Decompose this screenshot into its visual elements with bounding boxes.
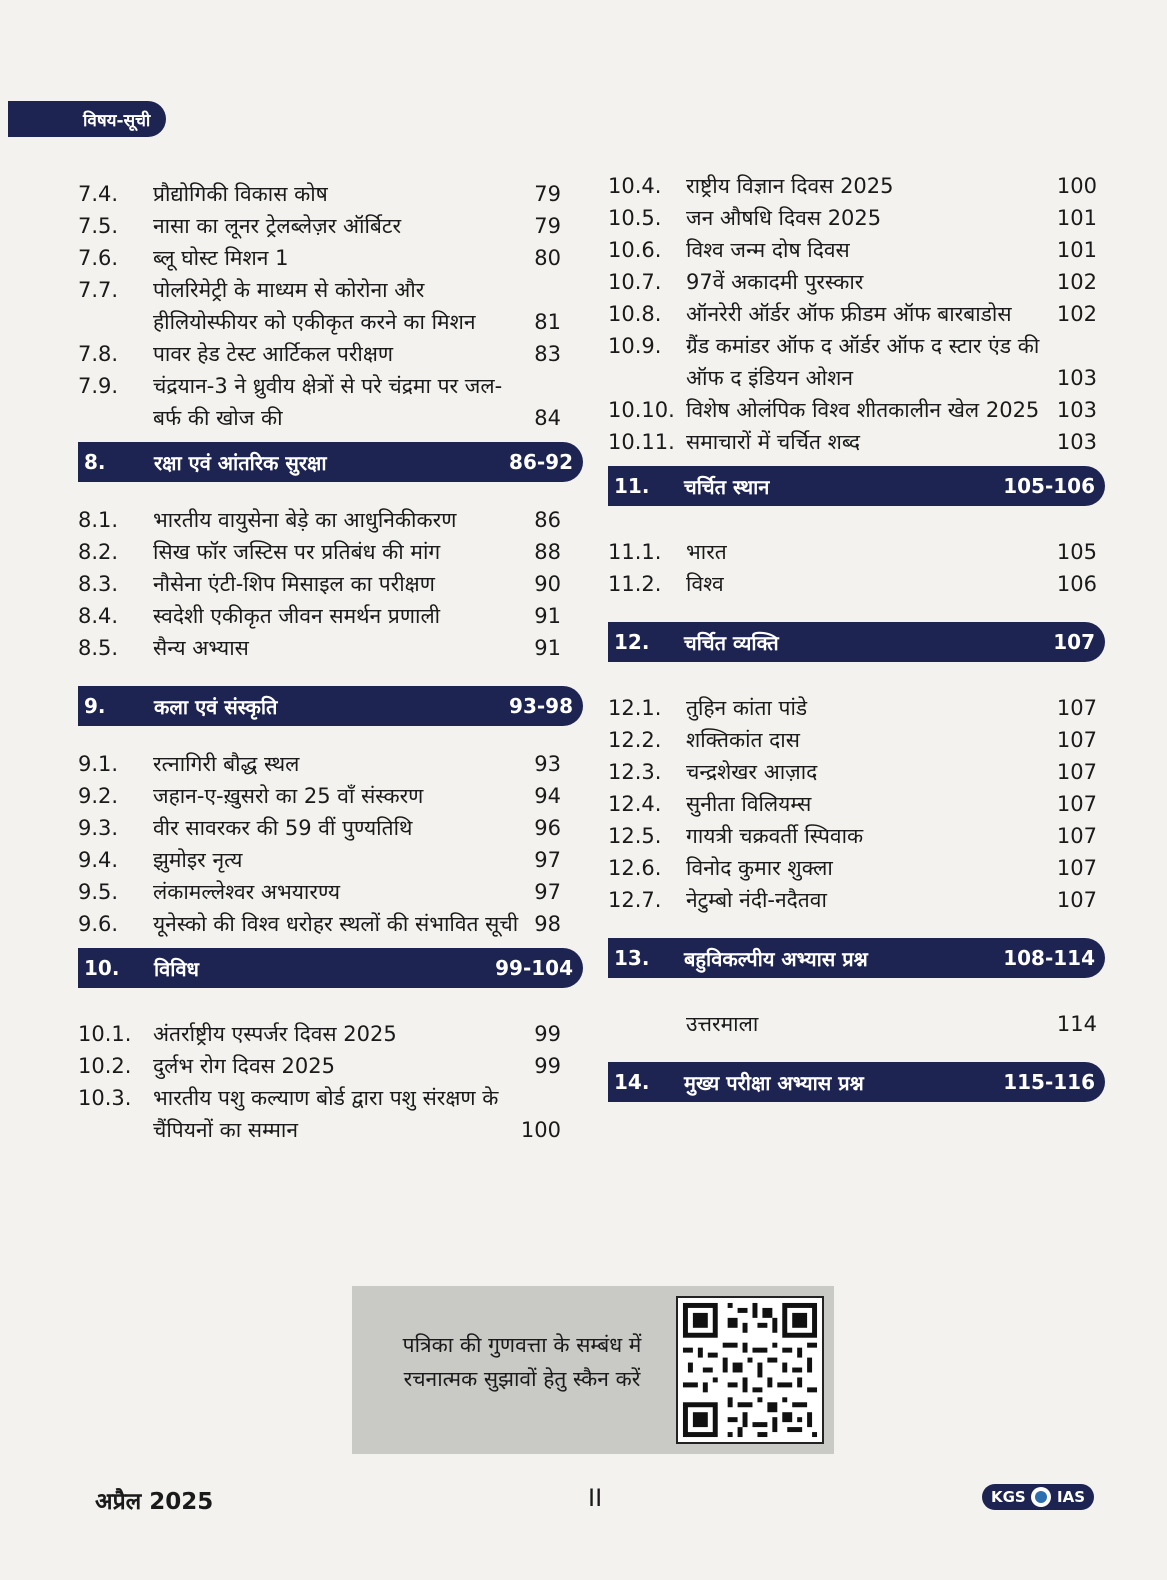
entry-number: 10.11. <box>608 430 675 454</box>
entry-page: 105 <box>1056 540 1097 564</box>
entry-page: 86 <box>534 508 561 532</box>
entry-title: विश्व जन्म दोष दिवस <box>686 238 850 262</box>
band-number: 14. <box>614 1070 650 1094</box>
toc-entry[interactable] <box>608 852 1105 884</box>
entry-page: 97 <box>534 880 561 904</box>
section-band-14[interactable] <box>608 1062 1105 1102</box>
band-number: 11. <box>614 474 650 498</box>
entry-title: समाचारों में चर्चित शब्द <box>686 430 861 454</box>
entry-number: 10.10. <box>608 398 675 422</box>
toc-entry[interactable] <box>78 536 583 568</box>
entry-title: भारत <box>686 540 727 564</box>
page-number: II <box>588 1484 603 1512</box>
entry-page: 93 <box>534 752 561 776</box>
toc-entry[interactable] <box>608 394 1105 426</box>
entry-number: 12.6. <box>608 856 662 880</box>
toc-list-10 <box>78 1018 583 1146</box>
band-range: 99-104 <box>495 956 573 980</box>
entry-page: 81 <box>534 310 561 334</box>
entry-number: 10.6. <box>608 238 662 262</box>
toc-entry[interactable] <box>78 908 583 940</box>
answer-key-entry[interactable] <box>608 1008 1105 1040</box>
entry-page: 107 <box>1056 856 1097 880</box>
entry-number: 9.2. <box>78 784 119 808</box>
band-title: कला एवं संस्कृति <box>154 694 278 719</box>
toc-entry[interactable] <box>608 298 1105 330</box>
toc-entry[interactable] <box>608 692 1105 724</box>
entry-title: ऑनरेरी ऑर्डर ऑफ फ्रीडम ऑफ बारबाडोस <box>686 302 1012 326</box>
entry-number: 10.1. <box>78 1022 132 1046</box>
entry-title: विनोद कुमार शुक्ला <box>686 856 833 880</box>
band-range: 86-92 <box>509 450 573 474</box>
entry-page: 90 <box>534 572 561 596</box>
entry-title: शक्तिकांत दास <box>686 728 800 752</box>
answer-key-page: 114 <box>1056 1012 1097 1036</box>
entry-title: लंकामल्लेश्वर अभयारण्य <box>153 880 341 904</box>
entry-number: 12.7. <box>608 888 662 912</box>
toc-entry[interactable] <box>608 756 1105 788</box>
toc-entry[interactable] <box>608 568 1105 600</box>
qr-note <box>382 1328 662 1396</box>
toc-entry[interactable] <box>78 780 583 812</box>
entry-page: 79 <box>534 182 561 206</box>
toc-entry[interactable] <box>608 266 1105 298</box>
band-title: चर्चित स्थान <box>684 474 770 499</box>
toc-entry[interactable] <box>78 338 583 370</box>
toc-entry[interactable] <box>78 210 583 242</box>
band-number: 12. <box>614 630 650 654</box>
entry-title: ग्रैंड कमांडर ऑफ द ऑर्डर ऑफ द स्टार एंड की ऑफ द इंडियन ओशन <box>686 334 1040 390</box>
band-title: चर्चित व्यक्ति <box>684 630 779 655</box>
toc-entry[interactable] <box>78 844 583 876</box>
entry-number: 8.3. <box>78 572 119 596</box>
entry-title: सैन्य अभ्यास <box>153 636 249 660</box>
entry-page: 106 <box>1056 572 1097 596</box>
band-title: विविध <box>154 956 199 981</box>
toc-entry[interactable] <box>78 632 583 664</box>
qr-code-icon[interactable] <box>676 1296 824 1444</box>
band-number: 9. <box>84 694 106 718</box>
entry-page: 107 <box>1056 824 1097 848</box>
toc-entry[interactable] <box>78 274 583 338</box>
entry-page: 98 <box>534 912 561 936</box>
toc-entry[interactable] <box>608 536 1105 568</box>
entry-number: 12.2. <box>608 728 662 752</box>
toc-entry[interactable] <box>608 330 1105 394</box>
band-range: 107 <box>1053 630 1095 654</box>
band-range: 115-116 <box>1003 1070 1095 1094</box>
entry-page: 103 <box>1056 430 1097 454</box>
entry-page: 101 <box>1056 238 1097 262</box>
qr-note-line-2: रचनात्मक सुझावों हेतु स्कैन करें <box>403 1367 641 1391</box>
globe-icon <box>1031 1487 1051 1507</box>
toc-list-10-cont <box>608 170 1105 458</box>
toc-entry[interactable] <box>78 748 583 780</box>
toc-entry[interactable] <box>608 170 1105 202</box>
entry-page: 91 <box>534 636 561 660</box>
entry-number: 10.7. <box>608 270 662 294</box>
entry-number: 9.6. <box>78 912 119 936</box>
entry-title: वीर सावरकर की 59 वीं पुण्यतिथि <box>153 816 413 840</box>
entry-number: 12.1. <box>608 696 662 720</box>
entry-title: झुमोइर नृत्य <box>153 848 243 872</box>
entry-number: 12.3. <box>608 760 662 784</box>
entry-title: जन औषधि दिवस 2025 <box>686 206 882 230</box>
entry-page: 84 <box>534 406 561 430</box>
entry-title: सुनीता विलियम्स <box>686 792 812 816</box>
entry-page: 103 <box>1056 366 1097 390</box>
entry-page: 107 <box>1056 760 1097 784</box>
toc-entry[interactable] <box>78 242 583 274</box>
toc-entry[interactable] <box>608 426 1105 458</box>
entry-number: 7.8. <box>78 342 119 366</box>
entry-page: 100 <box>1056 174 1097 198</box>
entry-title: दुर्लभ रोग दिवस 2025 <box>153 1054 335 1078</box>
entry-number: 7.7. <box>78 278 119 302</box>
entry-number: 8.2. <box>78 540 119 564</box>
section-band-8[interactable] <box>78 442 583 482</box>
entry-page: 96 <box>534 816 561 840</box>
toc-entry[interactable] <box>78 178 583 210</box>
toc-entry[interactable] <box>608 202 1105 234</box>
entry-title: रत्नागिरी बौद्ध स्थल <box>153 752 300 776</box>
band-range: 105-106 <box>1003 474 1095 498</box>
entry-title: स्वदेशी एकीकृत जीवन समर्थन प्रणाली <box>153 604 441 628</box>
entry-page: 100 <box>520 1118 561 1142</box>
entry-number: 9.4. <box>78 848 119 872</box>
toc-list-11 <box>608 536 1105 600</box>
entry-number: 7.6. <box>78 246 119 270</box>
entry-number: 12.4. <box>608 792 662 816</box>
entry-page: 83 <box>534 342 561 366</box>
entry-page: 80 <box>534 246 561 270</box>
entry-number: 8.1. <box>78 508 119 532</box>
entry-page: 79 <box>534 214 561 238</box>
entry-title: भारतीय पशु कल्याण बोर्ड द्वारा पशु संरक्षण के चैंपियनों का सम्मान <box>153 1086 499 1142</box>
entry-page: 99 <box>534 1022 561 1046</box>
band-title: रक्षा एवं आंतरिक सुरक्षा <box>154 450 327 475</box>
entry-page: 91 <box>534 604 561 628</box>
section-tag <box>8 101 166 137</box>
entry-page: 101 <box>1056 206 1097 230</box>
entry-number: 10.9. <box>608 334 662 358</box>
section-tag-label: विषय-सूची <box>83 110 151 131</box>
entry-page: 107 <box>1056 696 1097 720</box>
entry-page: 103 <box>1056 398 1097 422</box>
entry-title: पावर हेड टेस्ट आर्टिकल परीक्षण <box>153 342 394 366</box>
toc-entry[interactable] <box>608 820 1105 852</box>
entry-number: 10.3. <box>78 1086 132 1110</box>
entry-number: 9.1. <box>78 752 119 776</box>
entry-number: 10.4. <box>608 174 662 198</box>
toc-entry[interactable] <box>608 788 1105 820</box>
toc-entry[interactable] <box>78 568 583 600</box>
entry-title: नौसेना एंटी-शिप मिसाइल का परीक्षण <box>153 572 435 596</box>
entry-title: नासा का लूनर ट्रेलब्लेज़र ऑर्बिटर <box>153 214 402 238</box>
logo-text-right: IAS <box>1057 1488 1085 1506</box>
section-band-10[interactable] <box>78 948 583 988</box>
entry-title: तुहिन कांता पांडे <box>686 696 808 720</box>
feedback-qr-panel <box>352 1286 834 1454</box>
toc-entry[interactable] <box>78 876 583 908</box>
band-number: 10. <box>84 956 120 980</box>
entry-number: 11.1. <box>608 540 662 564</box>
entry-title: भारतीय वायुसेना बेड़े का आधुनिकीकरण <box>153 508 457 532</box>
toc-list-12 <box>608 692 1105 916</box>
entry-title: अंतर्राष्ट्रीय एस्पर्जर दिवस 2025 <box>153 1022 397 1046</box>
band-range: 108-114 <box>1003 946 1095 970</box>
entry-number: 9.3. <box>78 816 119 840</box>
section-band-9[interactable] <box>78 686 583 726</box>
entry-number: 7.9. <box>78 374 119 398</box>
left-column <box>78 178 583 1146</box>
band-title: बहुविकल्पीय अभ्यास प्रश्न <box>684 946 868 971</box>
entry-page: 102 <box>1056 302 1097 326</box>
answer-key-title: उत्तरमाला <box>686 1012 759 1036</box>
entry-title: प्रौद्योगिकी विकास कोष <box>153 182 328 206</box>
entry-title: चन्द्रशेखर आज़ाद <box>686 760 818 784</box>
qr-code-graphic <box>678 1298 822 1442</box>
entry-title: पोलरिमेट्री के माध्यम से कोरोना और हीलियोस्फीयर को एकीकृत करने का मिशन <box>153 278 476 334</box>
entry-title: ब्लू घोस्ट मिशन 1 <box>153 246 289 270</box>
entry-title: राष्ट्रीय विज्ञान दिवस 2025 <box>686 174 894 198</box>
entry-page: 107 <box>1056 728 1097 752</box>
logo-text-left: KGS <box>991 1488 1026 1506</box>
brand-logo <box>982 1484 1094 1510</box>
entry-page: 97 <box>534 848 561 872</box>
entry-number: 7.4. <box>78 182 119 206</box>
toc-entry[interactable] <box>608 884 1105 916</box>
band-title: मुख्य परीक्षा अभ्यास प्रश्न <box>684 1070 864 1095</box>
toc-entry[interactable] <box>78 504 583 536</box>
toc-entry[interactable] <box>78 1050 583 1082</box>
toc-entry[interactable] <box>78 1082 583 1146</box>
entry-page: 94 <box>534 784 561 808</box>
entry-number: 11.2. <box>608 572 662 596</box>
band-number: 13. <box>614 946 650 970</box>
entry-title: गायत्री चक्रवर्ती स्पिवाक <box>686 824 864 848</box>
entry-title: नेटुम्बो नंदी-नदैतवा <box>686 888 827 912</box>
entry-title: जहान-ए-ख़ुसरो का 25 वाँ संस्करण <box>153 784 424 808</box>
entry-number: 10.2. <box>78 1054 132 1078</box>
toc-entry[interactable] <box>608 724 1105 756</box>
toc-list-9 <box>78 748 583 940</box>
entry-title: विश्व <box>686 572 724 596</box>
entry-page: 99 <box>534 1054 561 1078</box>
entry-title: सिख फॉर जस्टिस पर प्रतिबंध की मांग <box>153 540 441 564</box>
entry-number: 10.8. <box>608 302 662 326</box>
toc-entry[interactable] <box>78 1018 583 1050</box>
entry-page: 102 <box>1056 270 1097 294</box>
section-band-13[interactable] <box>608 938 1105 978</box>
entry-number: 9.5. <box>78 880 119 904</box>
entry-title: चंद्रयान-3 ने ध्रुवीय क्षेत्रों से परे चंद्रमा पर जल-बर्फ की खोज की <box>153 374 503 430</box>
entry-number: 10.5. <box>608 206 662 230</box>
entry-page: 107 <box>1056 792 1097 816</box>
entry-page: 88 <box>534 540 561 564</box>
entry-title: 97वें अकादमी पुरस्कार <box>686 270 864 294</box>
issue-month: अप्रैल 2025 <box>95 1489 214 1515</box>
toc-entry[interactable] <box>78 370 583 434</box>
section-band-12[interactable] <box>608 622 1105 662</box>
toc-entry[interactable] <box>608 234 1105 266</box>
entry-number: 12.5. <box>608 824 662 848</box>
band-range: 93-98 <box>509 694 573 718</box>
toc-entry[interactable] <box>78 600 583 632</box>
toc-list-7 <box>78 178 583 434</box>
entry-page: 107 <box>1056 888 1097 912</box>
toc-entry[interactable] <box>78 812 583 844</box>
entry-number: 8.5. <box>78 636 119 660</box>
entry-title: विशेष ओलंपिक विश्व शीतकालीन खेल 2025 <box>686 398 1040 422</box>
toc-list-8 <box>78 504 583 664</box>
band-number: 8. <box>84 450 106 474</box>
section-band-11[interactable] <box>608 466 1105 506</box>
qr-note-line-1: पत्रिका की गुणवत्ता के सम्बंध में <box>402 1333 642 1357</box>
right-column <box>608 170 1105 1102</box>
entry-number: 8.4. <box>78 604 119 628</box>
entry-title: यूनेस्को की विश्व धरोहर स्थलों की संभावित सूची <box>153 912 519 936</box>
entry-number: 7.5. <box>78 214 119 238</box>
